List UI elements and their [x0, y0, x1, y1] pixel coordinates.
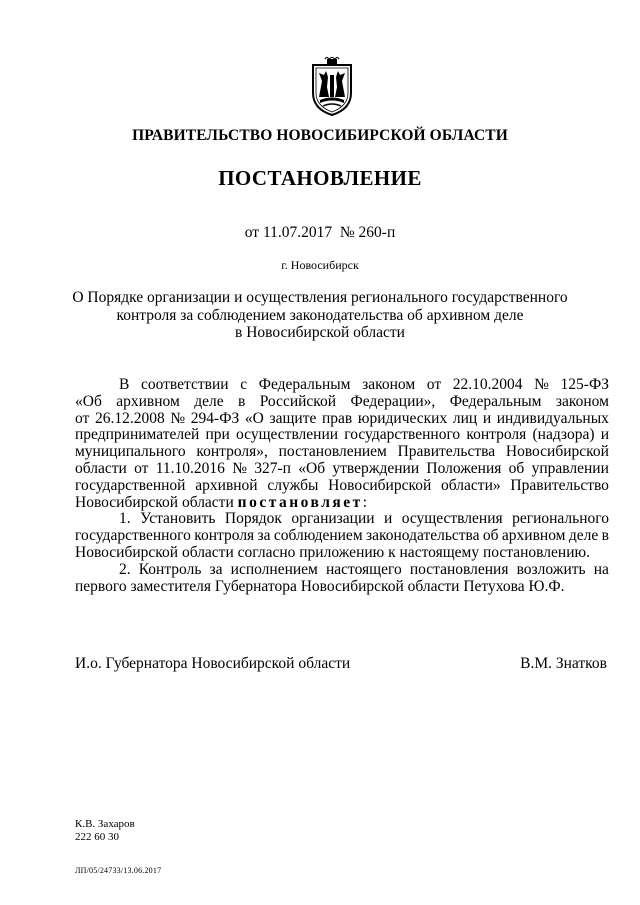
word: юридических — [357, 409, 448, 427]
word: возложить — [516, 560, 586, 578]
word: области» — [441, 476, 501, 494]
word: соблюдением — [273, 527, 363, 545]
body-line — [75, 394, 609, 411]
document-date-number: от 11.07.2017 № 260-п — [244, 224, 396, 241]
body-text: Новосибирской области — [75, 493, 238, 511]
word: от — [134, 459, 149, 477]
word: предпринимателей — [75, 426, 200, 444]
word: «О — [244, 409, 264, 427]
word: и — [482, 409, 492, 427]
word: (надзора) — [532, 426, 595, 444]
word: Установить — [140, 510, 216, 528]
document-body — [75, 377, 609, 595]
word: и — [384, 510, 393, 528]
word: Федерации», — [350, 392, 436, 410]
novosibirsk-coat-of-arms-icon — [309, 57, 355, 117]
executor-info — [75, 818, 135, 844]
word: организации — [291, 510, 375, 528]
word: муниципального — [75, 443, 186, 461]
word: при — [205, 426, 230, 444]
word: контроля», — [196, 443, 268, 461]
word: государственного — [344, 426, 461, 444]
word: Правительство — [510, 476, 609, 494]
word: регионального — [512, 510, 609, 528]
signatory-position: И.о. Губернатора Новосибирской области — [75, 655, 351, 672]
subject-line: О Порядке организации и осуществления регионального государственного — [72, 289, 568, 306]
word: архивном — [501, 527, 566, 545]
body-line — [75, 444, 609, 461]
word: утверждении — [332, 459, 420, 477]
word: государственного — [75, 527, 191, 545]
word: настоящего — [325, 560, 402, 578]
resolves-word: постановляет — [237, 493, 363, 511]
word: законом — [555, 392, 609, 410]
word: в — [601, 527, 609, 545]
word: Правительства — [397, 443, 496, 461]
signature-block — [75, 655, 607, 673]
word: об — [482, 527, 499, 545]
word: осуществлении — [236, 426, 339, 444]
word: управлении — [531, 459, 609, 477]
executor-name: К.В. Захаров — [75, 818, 135, 830]
subject-line: контроля за соблюдением законодательства об архивном деле — [116, 306, 524, 324]
document-city: г. Новосибирск — [281, 258, 359, 272]
word: 327-п — [254, 459, 291, 477]
signatory-name: В.М. Знатков — [520, 655, 607, 672]
word: с — [240, 376, 248, 393]
word: контроля — [466, 426, 527, 444]
word: и — [600, 426, 609, 444]
item-2-line — [75, 562, 609, 579]
word: 125-ФЗ — [560, 376, 609, 393]
word: постановлением — [278, 443, 387, 461]
item-2-line: первого заместителя Губернатора Новосибирской области Петухова Ю.Ф. — [75, 577, 565, 595]
word: 26.12.2008 — [94, 409, 165, 427]
word: архивной — [195, 476, 258, 494]
word: 1. — [119, 510, 131, 528]
word: № — [232, 459, 247, 477]
word: № — [534, 376, 549, 393]
word: Федеральным — [258, 376, 351, 393]
word: законодательства — [365, 527, 480, 545]
word: исполнением — [230, 560, 318, 578]
word: 11.10.2016 — [155, 459, 225, 477]
item-1-line — [75, 528, 609, 545]
word: 22.10.2004 — [452, 376, 523, 393]
word: области — [75, 459, 127, 477]
word: лиц — [452, 409, 478, 427]
word: прав — [322, 409, 353, 427]
body-line — [75, 461, 609, 478]
body-text: : — [362, 493, 368, 511]
document-code: ЛП/05/24733/13.06.2017 — [75, 866, 162, 875]
word: об — [508, 459, 525, 477]
word: законом — [362, 376, 416, 393]
word: Новосибирской — [505, 443, 609, 461]
word: постановления — [409, 560, 509, 578]
word: «Об — [298, 459, 326, 477]
word: деле — [194, 392, 224, 410]
document-type: ПОСТАНОВЛЕНИЕ — [218, 166, 422, 190]
body-line — [75, 478, 609, 495]
word: Порядок — [224, 510, 282, 528]
word: за — [257, 527, 271, 545]
executor-phone: 222 60 30 — [75, 831, 119, 843]
word: защите — [269, 409, 317, 427]
word: на — [593, 560, 609, 578]
word: 2. — [119, 560, 131, 578]
item-1-line: Новосибирской области согласно приложению к настоящему постановлению. — [75, 543, 590, 561]
word: осуществления — [401, 510, 503, 528]
word: от — [75, 409, 90, 427]
word: контроля — [194, 527, 255, 545]
word: от — [426, 376, 442, 393]
body-line — [75, 377, 609, 394]
item-1-line — [75, 511, 609, 528]
word: Российской — [259, 392, 337, 410]
government-name: ПРАВИТЕЛЬСТВО НОВОСИБИРСКОЙ ОБЛАСТИ — [132, 127, 508, 144]
word: службы — [267, 476, 319, 494]
word: соответствии — [140, 376, 229, 393]
word: архивном — [116, 392, 180, 410]
word: Контроль — [138, 560, 202, 578]
word: «Об — [75, 392, 102, 410]
body-line — [75, 427, 609, 444]
word: в — [237, 392, 246, 410]
word: Федеральным — [449, 392, 542, 410]
body-line — [75, 495, 609, 512]
body-line — [75, 411, 609, 428]
document-subject — [0, 289, 640, 342]
word: Положения — [426, 459, 502, 477]
subject-line: в Новосибирской области — [235, 324, 405, 341]
word: за — [209, 560, 223, 578]
word: деле — [568, 527, 599, 545]
word: государственной — [75, 476, 186, 494]
word: индивидуальных — [496, 409, 609, 427]
word: В — [119, 376, 130, 393]
word: № — [170, 409, 186, 427]
word: 294-ФЗ — [190, 409, 240, 427]
word: Новосибирской — [328, 476, 432, 494]
